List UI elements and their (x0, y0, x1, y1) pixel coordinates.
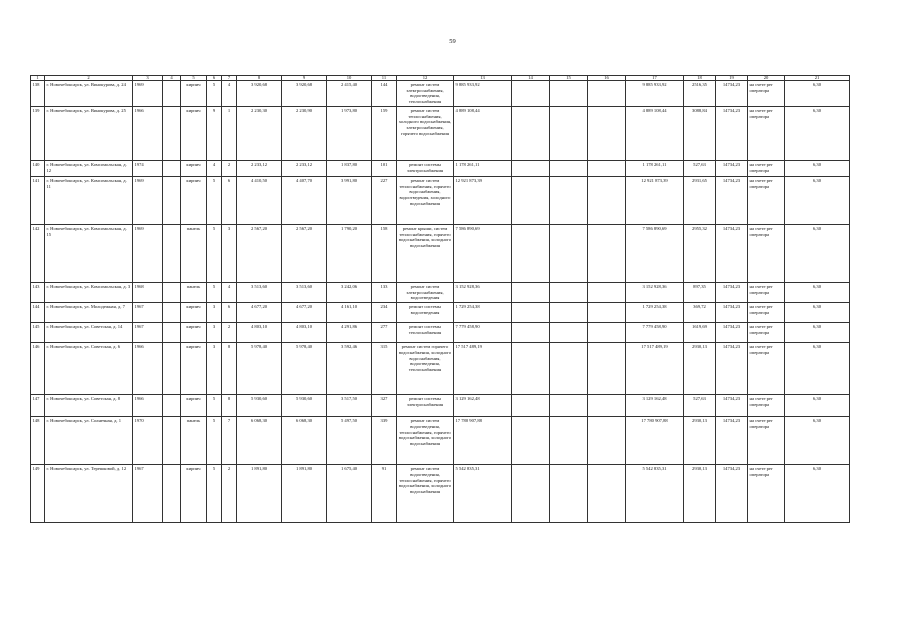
cell-c8: 4 803,10 (237, 323, 282, 343)
cell-num: 147 (31, 395, 45, 417)
cell-c8: 2 567,20 (237, 225, 282, 283)
table-body (31, 76, 850, 523)
table-row (31, 177, 850, 225)
cell-c21: 6,30 (785, 177, 850, 225)
cell-c8: 5 978,40 (237, 343, 282, 395)
cell-c20: на счете рег оператора (748, 161, 785, 177)
cell-year: 1970 (133, 417, 163, 465)
cell-c17: 17 517 489,19 (626, 343, 684, 395)
cell-c20: на счете рег оператора (748, 303, 785, 323)
cell-c14 (512, 161, 550, 177)
cell-c4 (163, 177, 181, 225)
cell-entrances: 6 (222, 177, 237, 225)
cell-entrances: 2 (222, 161, 237, 177)
cell-c10: 1 837,80 (327, 161, 372, 177)
cell-c10: 4 291,86 (327, 323, 372, 343)
cell-floors: 5 (207, 81, 222, 107)
cell-c21: 6,30 (785, 107, 850, 161)
cell-c11: 227 (372, 177, 397, 225)
cell-c19: 14734,23 (716, 343, 748, 395)
column-number: 16 (588, 76, 626, 81)
cell-c21: 6,30 (785, 303, 850, 323)
cell-floors: 5 (207, 225, 222, 283)
cell-c14 (512, 283, 550, 303)
cell-c4 (163, 225, 181, 283)
cell-year: 1969 (133, 81, 163, 107)
cell-c4 (163, 343, 181, 395)
cell-c13: 3 152 928,36 (454, 283, 512, 303)
cell-num: 138 (31, 81, 45, 107)
cell-c15 (550, 225, 588, 283)
cell-num: 143 (31, 283, 45, 303)
cell-material: панель (181, 283, 207, 303)
cell-c14 (512, 225, 550, 283)
table-row (31, 343, 850, 395)
cell-entrances: 1 (222, 107, 237, 161)
cell-c17: 9 885 933,92 (626, 81, 684, 107)
cell-floors: 5 (207, 395, 222, 417)
column-number: 5 (181, 76, 207, 81)
column-number: 8 (237, 76, 282, 81)
cell-c13: 4 889 108,44 (454, 107, 512, 161)
cell-year: 1967 (133, 303, 163, 323)
cell-year: 1969 (133, 225, 163, 283)
cell-c4 (163, 161, 181, 177)
cell-c15 (550, 417, 588, 465)
cell-entrances: 2 (222, 323, 237, 343)
cell-c14 (512, 343, 550, 395)
cell-material: кирпич (181, 107, 207, 161)
cell-work: ремонт системы водоотведения (397, 303, 454, 323)
cell-num: 139 (31, 107, 45, 161)
cell-c21: 6,30 (785, 225, 850, 283)
table-row (31, 283, 850, 303)
cell-entrances: 8 (222, 343, 237, 395)
cell-c20: на счете рег оператора (748, 225, 785, 283)
cell-c18: 369,72 (684, 303, 716, 323)
cell-c10: 3 242,06 (327, 283, 372, 303)
cell-c19: 14734,23 (716, 417, 748, 465)
cell-c8: 5 930,60 (237, 395, 282, 417)
column-number: 6 (207, 76, 222, 81)
cell-num: 148 (31, 417, 45, 465)
cell-num: 142 (31, 225, 45, 283)
cell-c16 (588, 177, 626, 225)
cell-c4 (163, 283, 181, 303)
cell-c17: 3 129 162,48 (626, 395, 684, 417)
cell-num: 141 (31, 177, 45, 225)
cell-num: 144 (31, 303, 45, 323)
cell-c18: 2931,65 (684, 177, 716, 225)
cell-c8: 2 233,12 (237, 161, 282, 177)
cell-c18: 2955,32 (684, 225, 716, 283)
cell-c21: 6,30 (785, 395, 850, 417)
cell-c9: 4 803,10 (282, 323, 327, 343)
cell-address: г. Новочебоксарск, ул. Комсомольская, д. 3 (45, 283, 133, 303)
cell-c21: 6,30 (785, 323, 850, 343)
cell-address: г. Новочебоксарск, ул. Молодежная, д. 7 (45, 303, 133, 323)
cell-year: 1967 (133, 465, 163, 523)
cell-c4 (163, 81, 181, 107)
cell-c14 (512, 177, 550, 225)
cell-work: ремонт систем электроснабжения, водоотведения, теплоснабжения (397, 81, 454, 107)
cell-material: кирпич (181, 395, 207, 417)
column-number: 15 (550, 76, 588, 81)
cell-c9: 4 407,70 (282, 177, 327, 225)
cell-year: 1968 (133, 283, 163, 303)
cell-c15 (550, 107, 588, 161)
cell-c20: на счете рег оператора (748, 283, 785, 303)
cell-entrances: 3 (222, 225, 237, 283)
column-number: 3 (133, 76, 163, 81)
cell-work: ремонт систем горячего водоснабжения, холодного водоснабжения, водоотведения, теплоснабжения (397, 343, 454, 395)
cell-c20: на счете рег оператора (748, 323, 785, 343)
cell-c8: 6 068,30 (237, 417, 282, 465)
cell-c14 (512, 81, 550, 107)
cell-c18: 897,35 (684, 283, 716, 303)
cell-floors: 4 (207, 161, 222, 177)
cell-c11: 315 (372, 343, 397, 395)
cell-c20: на счете рег оператора (748, 81, 785, 107)
cell-c18: 527,63 (684, 395, 716, 417)
cell-material: кирпич (181, 81, 207, 107)
cell-c13: 7 586 890,69 (454, 225, 512, 283)
cell-c8: 3 513,60 (237, 283, 282, 303)
column-number: 10 (327, 76, 372, 81)
cell-c8: 4 677,20 (237, 303, 282, 323)
cell-work: ремонт систем теплоснабжения, холодного водоснабжения, электроснабжения, горячего водоснабжения (397, 107, 454, 161)
cell-entrances: 4 (222, 81, 237, 107)
cell-c9: 2 230,90 (282, 107, 327, 161)
cell-c4 (163, 303, 181, 323)
page-number: 59 (449, 38, 456, 45)
cell-work: ремонт систем электроснабжения, водоотведения (397, 283, 454, 303)
cell-floors: 3 (207, 343, 222, 395)
cell-c15 (550, 323, 588, 343)
cell-c18: 527,63 (684, 161, 716, 177)
column-number: 21 (785, 76, 850, 81)
cell-c16 (588, 161, 626, 177)
cell-c8: 4 410,50 (237, 177, 282, 225)
cell-work: ремонт систем водоотведения, теплоснабжения, горячего водоснабжения, холодного водоснабжения (397, 465, 454, 523)
cell-address: г. Новочебоксарск, ул. Комсомольская, д. 15 (45, 225, 133, 283)
column-number: 19 (716, 76, 748, 81)
cell-c14 (512, 417, 550, 465)
cell-address: г. Новочебоксарск, ул. Терешковой, д. 12 (45, 465, 133, 523)
cell-year: 1974 (133, 161, 163, 177)
cell-c10: 4 161,10 (327, 303, 372, 323)
cell-c15 (550, 343, 588, 395)
cell-c18: 3088,84 (684, 107, 716, 161)
cell-floors: 9 (207, 107, 222, 161)
cell-c9: 4 677,20 (282, 303, 327, 323)
cell-c10: 3 592,46 (327, 343, 372, 395)
cell-c16 (588, 395, 626, 417)
cell-c15 (550, 283, 588, 303)
cell-c20: на счете рег оператора (748, 343, 785, 395)
cell-c19: 14734,23 (716, 107, 748, 161)
cell-c20: на счете рег оператора (748, 465, 785, 523)
cell-material: панель (181, 417, 207, 465)
cell-c13: 7 779 458,90 (454, 323, 512, 343)
cell-c8: 2 230,30 (237, 107, 282, 161)
cell-floors: 3 (207, 323, 222, 343)
cell-c21: 6,30 (785, 417, 850, 465)
cell-c13: 17 780 907,88 (454, 417, 512, 465)
cell-c13: 9 885 933,92 (454, 81, 512, 107)
cell-material: кирпич (181, 303, 207, 323)
cell-c18: 2516,35 (684, 81, 716, 107)
cell-c9: 5 978,40 (282, 343, 327, 395)
column-number: 1 (31, 76, 45, 81)
cell-year: 1966 (133, 395, 163, 417)
cell-c11: 133 (372, 283, 397, 303)
column-number: 2 (45, 76, 133, 81)
cell-c20: на счете рег оператора (748, 395, 785, 417)
cell-c15 (550, 161, 588, 177)
cell-c11: 234 (372, 303, 397, 323)
cell-c21: 6,30 (785, 81, 850, 107)
cell-c11: 277 (372, 323, 397, 343)
table-row (31, 417, 850, 465)
cell-entrances: 6 (222, 303, 237, 323)
cell-c14 (512, 107, 550, 161)
cell-address: г. Новочебоксарск, ул. Винокурова, д. 25 (45, 107, 133, 161)
cell-c17: 7 586 890,69 (626, 225, 684, 283)
cell-c20: на счете рег оператора (748, 417, 785, 465)
cell-c19: 14734,23 (716, 395, 748, 417)
cell-work: ремонт системы электроснабжения (397, 161, 454, 177)
cell-floors: 5 (207, 417, 222, 465)
cell-c8: 3 920,68 (237, 81, 282, 107)
cell-c17: 3 152 928,36 (626, 283, 684, 303)
cell-c14 (512, 465, 550, 523)
table-row (31, 395, 850, 417)
cell-num: 149 (31, 465, 45, 523)
cell-c15 (550, 465, 588, 523)
cell-c14 (512, 303, 550, 323)
cell-c9: 1 891,80 (282, 465, 327, 523)
cell-year: 1967 (133, 323, 163, 343)
table-row (31, 225, 850, 283)
cell-c11: 158 (372, 225, 397, 283)
cell-c14 (512, 323, 550, 343)
cell-c21: 6,30 (785, 283, 850, 303)
cell-c19: 14734,23 (716, 303, 748, 323)
cell-c19: 14734,23 (716, 81, 748, 107)
cell-c9: 2 233,12 (282, 161, 327, 177)
cell-c16 (588, 343, 626, 395)
cell-entrances: 4 (222, 283, 237, 303)
cell-work: ремонт системы теплоснабжения (397, 323, 454, 343)
cell-c10: 1 973,80 (327, 107, 372, 161)
cell-year: 1966 (133, 107, 163, 161)
table-row (31, 303, 850, 323)
cell-c9: 5 930,60 (282, 395, 327, 417)
cell-c16 (588, 225, 626, 283)
cell-c17: 17 780 907,88 (626, 417, 684, 465)
cell-c15 (550, 177, 588, 225)
cell-c4 (163, 465, 181, 523)
cell-c16 (588, 81, 626, 107)
cell-c10: 5 497,50 (327, 417, 372, 465)
cell-work: ремонт систем водоотведения, теплоснабжения, горячего водоснабжения, холодного водоснабжения (397, 417, 454, 465)
cell-entrances: 2 (222, 465, 237, 523)
cell-c8: 1 891,80 (237, 465, 282, 523)
cell-c16 (588, 283, 626, 303)
table-row (31, 107, 850, 161)
cell-year: 1969 (133, 177, 163, 225)
cell-num: 140 (31, 161, 45, 177)
cell-material: кирпич (181, 177, 207, 225)
cell-c11: 339 (372, 417, 397, 465)
cell-c21: 6,30 (785, 343, 850, 395)
cell-c17: 7 779 458,90 (626, 323, 684, 343)
column-number: 14 (512, 76, 550, 81)
cell-num: 146 (31, 343, 45, 395)
cell-c10: 1 790,20 (327, 225, 372, 283)
cell-address: г. Новочебоксарск, ул. Советская, д. 8 (45, 395, 133, 417)
table-row (31, 465, 850, 523)
cell-material: кирпич (181, 323, 207, 343)
cell-c9: 3 513,60 (282, 283, 327, 303)
column-number: 13 (454, 76, 512, 81)
cell-c21: 6,30 (785, 161, 850, 177)
cell-c4 (163, 417, 181, 465)
column-number: 7 (222, 76, 237, 81)
cell-c19: 14734,23 (716, 225, 748, 283)
cell-c17: 12 921 873,39 (626, 177, 684, 225)
cell-c14 (512, 395, 550, 417)
cell-c15 (550, 81, 588, 107)
cell-c18: 2930,13 (684, 417, 716, 465)
cell-address: г. Новочебоксарск, ул. Солнечная, д. 1 (45, 417, 133, 465)
cell-c4 (163, 323, 181, 343)
cell-c11: 144 (372, 81, 397, 107)
cell-material: кирпич (181, 161, 207, 177)
cell-c15 (550, 303, 588, 323)
column-number: 4 (163, 76, 181, 81)
cell-material: кирпич (181, 465, 207, 523)
column-number: 17 (626, 76, 684, 81)
cell-year: 1966 (133, 343, 163, 395)
cell-c16 (588, 107, 626, 161)
cell-c13: 5 542 835,31 (454, 465, 512, 523)
cell-c17: 4 889 108,44 (626, 107, 684, 161)
cell-entrances: 8 (222, 395, 237, 417)
cell-c13: 17 517 489,19 (454, 343, 512, 395)
column-number: 20 (748, 76, 785, 81)
cell-c17: 5 542 835,31 (626, 465, 684, 523)
cell-c15 (550, 395, 588, 417)
cell-floors: 5 (207, 177, 222, 225)
cell-material: панель (181, 225, 207, 283)
cell-c18: 2930,13 (684, 343, 716, 395)
table-row (31, 81, 850, 107)
column-number: 18 (684, 76, 716, 81)
cell-c20: на счете рег оператора (748, 177, 785, 225)
cell-c11: 91 (372, 465, 397, 523)
column-number: 9 (282, 76, 327, 81)
cell-c13: 12 921 873,39 (454, 177, 512, 225)
cell-work: ремонт системы электроснабжения (397, 395, 454, 417)
cell-c13: 3 129 162,48 (454, 395, 512, 417)
capital-repair-table (30, 75, 850, 523)
cell-work: ремонт систем теплоснабжения, горячего водоснабжения, водоотведения, холодного водоснабжения (397, 177, 454, 225)
cell-c19: 14734,23 (716, 323, 748, 343)
cell-c20: на счете рег оператора (748, 107, 785, 161)
cell-c19: 14734,23 (716, 177, 748, 225)
cell-c13: 1 729 254,38 (454, 303, 512, 323)
cell-c18: 2930,13 (684, 465, 716, 523)
cell-c18: 1619,69 (684, 323, 716, 343)
cell-address: г. Новочебоксарск, ул. Советская, д. 14 (45, 323, 133, 343)
cell-floors: 3 (207, 303, 222, 323)
cell-c10: 3 517,50 (327, 395, 372, 417)
cell-floors: 5 (207, 283, 222, 303)
cell-c17: 1 178 261,11 (626, 161, 684, 177)
cell-c9: 6 068,30 (282, 417, 327, 465)
cell-c17: 1 729 254,38 (626, 303, 684, 323)
cell-c16 (588, 465, 626, 523)
cell-c16 (588, 417, 626, 465)
cell-c4 (163, 395, 181, 417)
cell-c4 (163, 107, 181, 161)
cell-entrances: 7 (222, 417, 237, 465)
cell-c19: 14734,23 (716, 161, 748, 177)
cell-c9: 2 567,20 (282, 225, 327, 283)
column-number: 12 (397, 76, 454, 81)
cell-c13: 1 178 261,11 (454, 161, 512, 177)
cell-address: г. Новочебоксарск, ул. Винокурова, д. 24 (45, 81, 133, 107)
cell-c10: 1 675,40 (327, 465, 372, 523)
cell-c21: 6,30 (785, 465, 850, 523)
table-row (31, 323, 850, 343)
cell-c11: 327 (372, 395, 397, 417)
cell-material: кирпич (181, 343, 207, 395)
cell-c10: 3 991,80 (327, 177, 372, 225)
cell-c11: 101 (372, 161, 397, 177)
cell-floors: 5 (207, 465, 222, 523)
cell-c10: 2 415,40 (327, 81, 372, 107)
column-number: 11 (372, 76, 397, 81)
cell-c9: 3 920,68 (282, 81, 327, 107)
cell-address: г. Новочебоксарск, ул. Комсомольская, д. 12 (45, 161, 133, 177)
cell-c19: 14734,23 (716, 283, 748, 303)
cell-address: г. Новочебоксарск, ул. Советская, д. 6 (45, 343, 133, 395)
cell-c16 (588, 323, 626, 343)
cell-c19: 14734,23 (716, 465, 748, 523)
cell-c16 (588, 303, 626, 323)
cell-address: г. Новочебоксарск, ул. Комсомольская, д. 11 (45, 177, 133, 225)
cell-c11: 159 (372, 107, 397, 161)
table-row (31, 161, 850, 177)
cell-num: 145 (31, 323, 45, 343)
cell-work: ремонт крыши, систем теплоснабжения, горячего водоснабжения, холодного водоснабжения (397, 225, 454, 283)
